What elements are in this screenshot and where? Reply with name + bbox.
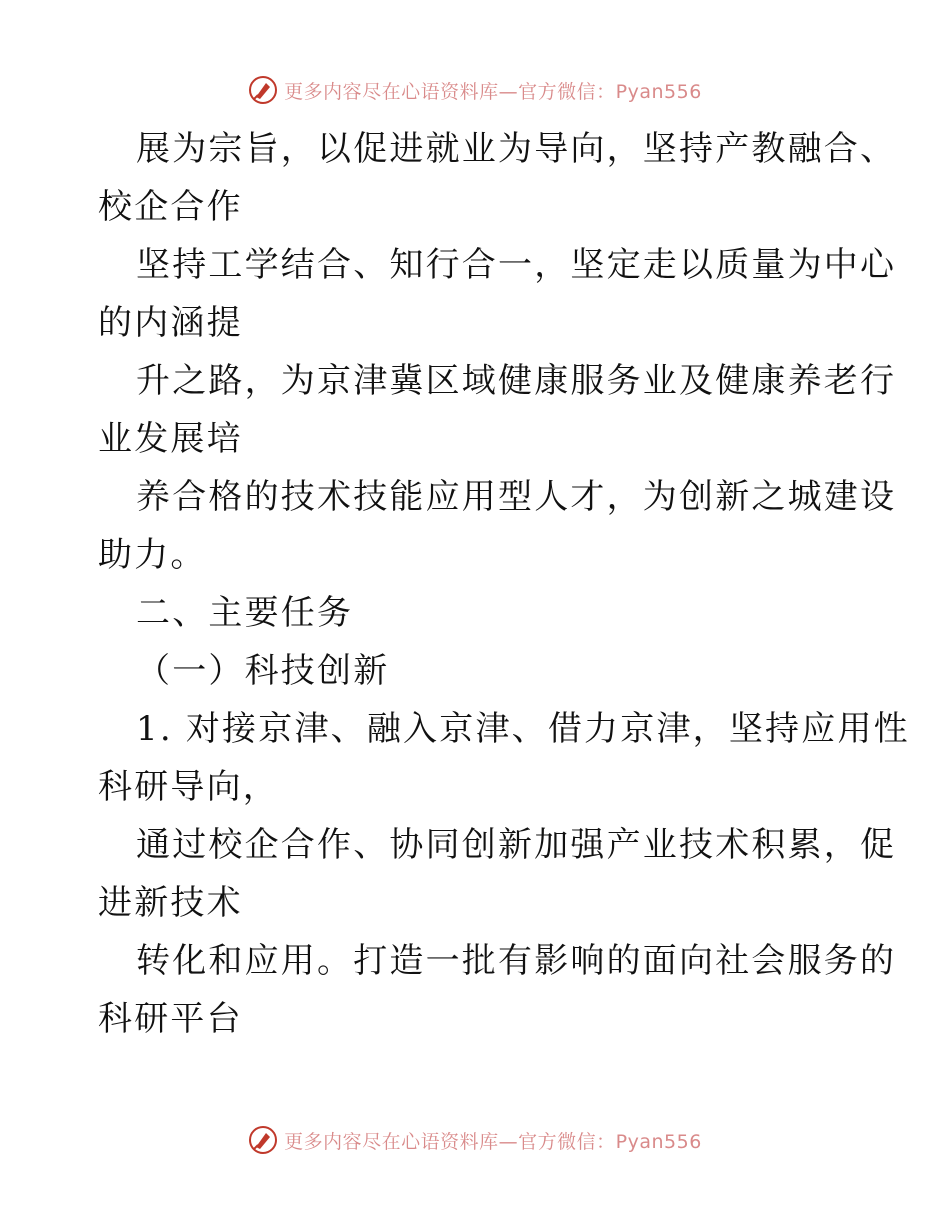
paragraph-line: 校企合作: [98, 187, 243, 227]
paragraph-line: 科研导向，: [98, 767, 279, 807]
watermark-text: 更多内容尽在心语资料库—官方微信：Pyan556: [284, 80, 702, 103]
paragraph-line: 的内涵提: [98, 303, 243, 343]
subsection-heading: （一）科技创新: [136, 651, 390, 691]
pen-logo-icon: [248, 1125, 278, 1155]
paragraph-line: 展为宗旨，以促进就业为导向，坚持产教融合、: [136, 129, 897, 169]
paragraph-line: 养合格的技术技能应用型人才，为创新之城建设: [136, 477, 897, 517]
paragraph-line: 助力。: [98, 535, 207, 575]
watermark-text: 更多内容尽在心语资料库—官方微信：Pyan556: [284, 1130, 702, 1153]
paragraph-line: 科研平台: [98, 999, 243, 1039]
footer-watermark: [0, 1122, 950, 1158]
paragraph-line: 升之路，为京津冀区域健康服务业及健康养老行: [136, 361, 897, 401]
header-watermark: [0, 72, 950, 108]
paragraph-line: 业发展培: [98, 419, 243, 459]
paragraph-line: 坚持工学结合、知行合一，坚定走以质量为中心: [136, 245, 897, 285]
document-body: [98, 120, 910, 1048]
section-heading: 二、主要任务: [136, 593, 354, 633]
paragraph-line: 1. 对接京津、融入京津、借力京津，坚持应用性: [136, 709, 910, 749]
pen-logo-icon: [248, 75, 278, 105]
paragraph-line: 通过校企合作、协同创新加强产业技术积累，促: [136, 825, 897, 865]
paragraph-line: 转化和应用。打造一批有影响的面向社会服务的: [136, 941, 897, 981]
paragraph-line: 进新技术: [98, 883, 243, 923]
